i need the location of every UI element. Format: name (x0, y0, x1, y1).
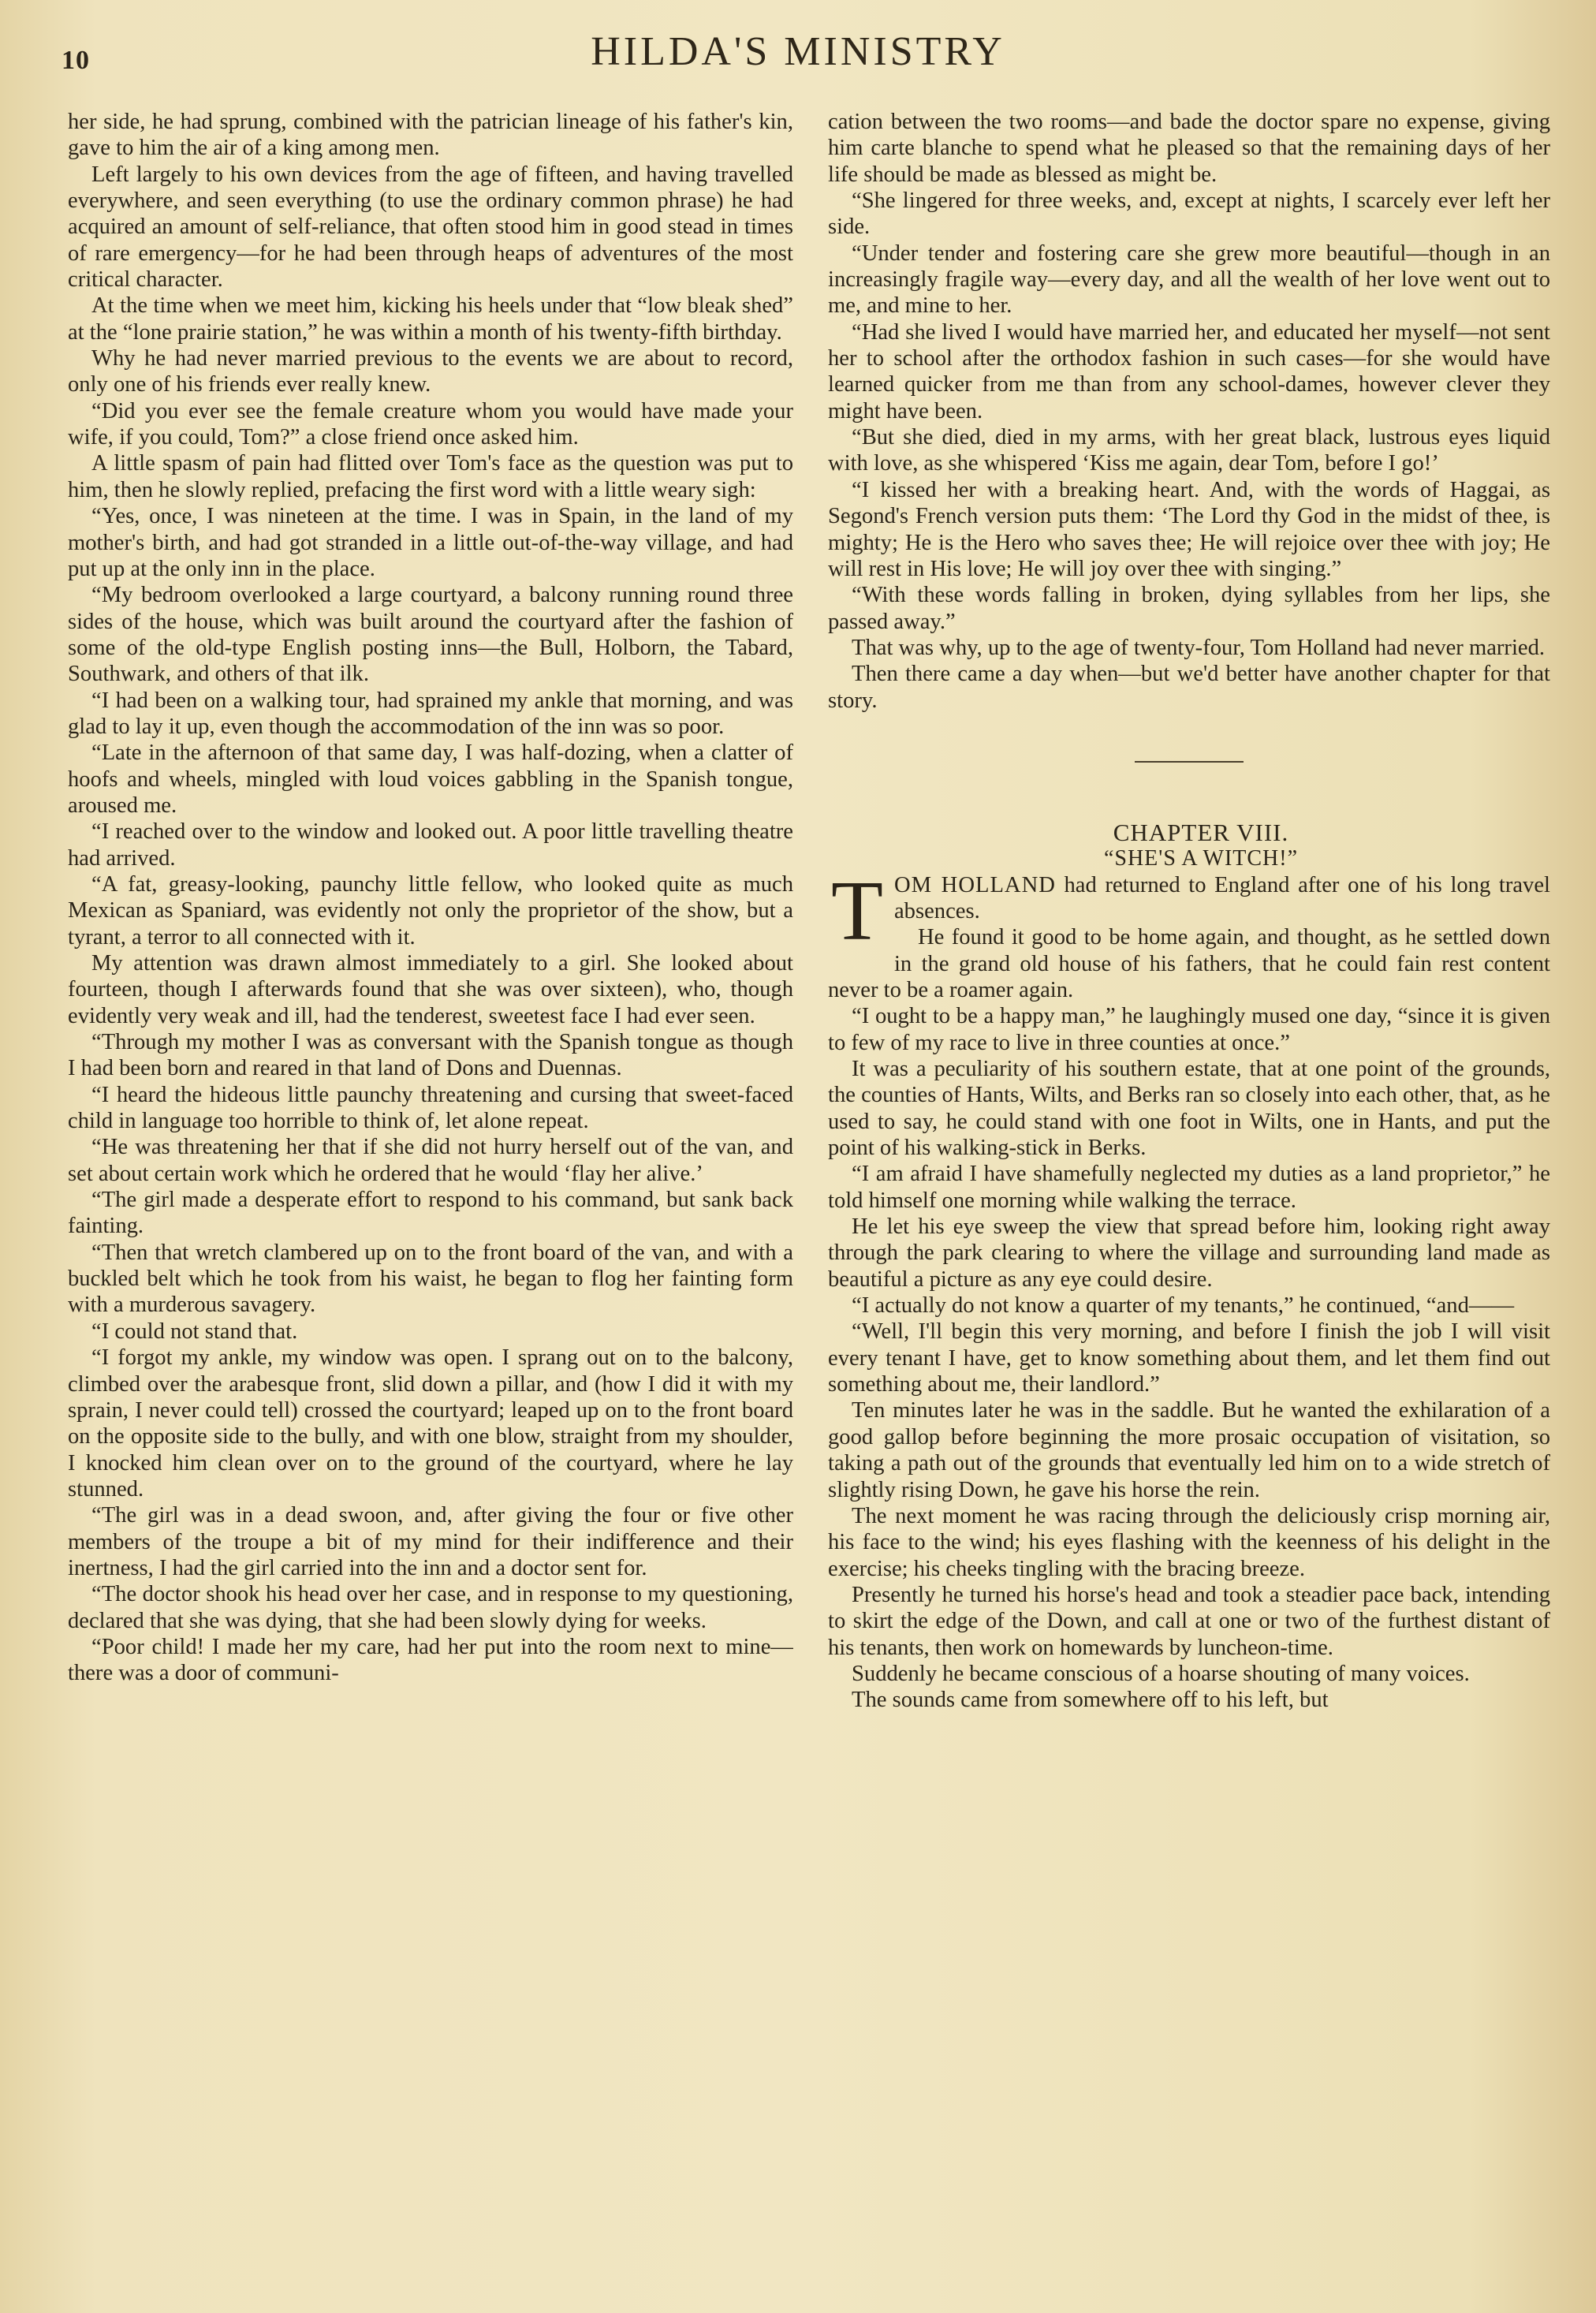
paragraph: “But she died, died in my arms, with her great black, lustrous eyes liquid with love, as she whispered ‘Kiss me again, dear Tom, before I go!’ (828, 425, 1550, 476)
page-number: 10 (62, 46, 90, 75)
paragraph: “Under tender and fostering care she grew more beautiful—though in an increasingly fragile way—every day, and all the wealth of her love went out to me, and mine to her. (828, 241, 1550, 319)
paragraph: “Well, I'll begin this very morning, and before I finish the job I will visit every tenant I have, get to know something about them, and let them find out something about me, their landlord.” (828, 1319, 1550, 1397)
chapter-subheading: “SHE'S A WITCH!” (1103, 846, 1299, 871)
paragraph: “The girl made a desperate effort to respond to his command, but sank back fainting. (68, 1188, 793, 1239)
lead-caps: OM HOLLAND (893, 872, 1056, 897)
paragraph: He found it good to be home again, and thought, as he settled down in the grand old house of his fathers, that he could fain rest content never to be a roamer again. (828, 925, 1550, 1002)
paragraph: It was a peculiarity of his southern estate, that at one point of the grounds, the counties of Hants, Wilts, and Berks ran so closely into each other, that, as he used to say, he could stand with one foot in Wilts, one in Hants, and put the point of his walking-stick in Berks. (828, 1057, 1550, 1161)
paragraph: “Late in the afternoon of that same day, I was half-dozing, when a clatter of hoofs and wheels, mingled with loud voices gabbling in the Spanish tongue, aroused me. (68, 741, 793, 818)
section-divider (1135, 761, 1244, 763)
paragraph: “I am afraid I have shamefully neglected my duties as a land proprietor,” he told himself one morning while walking the terrace. (828, 1162, 1550, 1213)
paragraph: “Had she lived I would have married her, and educated her myself—not sent her to school after the orthodox fashion in such cases—for she would have learned quicker from me than from any school-dames, however clever they might have been. (828, 319, 1550, 423)
right-column (828, 109, 1550, 2285)
paragraph: “He was threatening her that if she did not hurry herself out of the van, and set about certain work which he ordered that he would ‘flay her alive.’ (68, 1135, 793, 1186)
paragraph: Then there came a day when—but we'd better have another chapter for that story. (828, 662, 1550, 713)
page-header (0, 22, 1596, 77)
paragraph: Suddenly he became conscious of a hoarse shouting of many voices. (852, 1661, 1470, 1686)
paragraph: “I forgot my ankle, my window was open. I sprang out on to the balcony, climbed over the arabesque front, slid down a pillar, and (how I did it with my sprain, I never could tell) crossed the courtyard; leaped up on to the front board on the opposite side to the bully, and with one blow, straight from my shoulder, I knocked him clean over on to the ground of the courtyard, where he lay stunned. (68, 1345, 793, 1502)
paragraph: cation between the two rooms—and bade the doctor spare no expense, giving him carte blanche to spend what he pleased so that the remaining days of her life should be made as blessed as might be. (828, 110, 1550, 187)
left-column (68, 109, 793, 2285)
paragraph: Presently he turned his horse's head and took a steadier pace back, intending to skirt the edge of the Down, and call at one or two of the furthest distant of his tenants, then work on homewards by luncheon-time. (828, 1582, 1550, 1660)
paragraph: “I ought to be a happy man,” he laughingly mused one day, “since it is given to few of my race to live in three counties at once.” (828, 1004, 1550, 1055)
paragraph: “Poor child! I made her my care, had her put into the room next to mine—there was a door of communi- (68, 1634, 793, 1686)
paragraph: “The girl was in a dead swoon, and, after giving the four or five other members of the troupe a bit of my mind for their indifference and their inertness, I had the girl carried into the inn and a doctor sent for. (68, 1503, 793, 1580)
chapter-opening-paragraph (828, 864, 1550, 958)
paragraph: At the time when we meet him, kicking his heels under that “low bleak shed” at the “lone prairie station,” he was within a month of his twenty-fifth birthday. (68, 293, 793, 345)
paragraph: “I kissed her with a breaking heart. And, with the words of Haggai, as Segond's French version puts them: ‘The Lord thy God in the midst of thee, is mighty; He is the Hero who saves thee; He will rejoice over thee with joy; He will rest in His love; He will joy over thee with singing.” (828, 477, 1550, 581)
paragraph: “Did you ever see the female creature whom you would have made your wife, if you could, Tom?” a close friend once asked him. (68, 398, 793, 450)
paragraph: “I actually do not know a quarter of my tenants,” he continued, “and—— (852, 1293, 1515, 1319)
paragraph: Why he had never married previous to the events we are about to record, only one of his friends ever really knew. (68, 346, 793, 397)
chapter-heading: CHAPTER VIII. (1113, 818, 1289, 846)
paragraph: He let his eye sweep the view that spread before him, looking right away through the park clearing to where the village and surrounding land made as beautiful a picture as any eye could desire. (828, 1214, 1550, 1292)
paragraph: The sounds came from somewhere off to his left, but (852, 1688, 1329, 1713)
paragraph: “Then that wretch clambered up on to the front board of the van, and with a buckled belt which he took from his waist, he began to flog her fainting form with a murderous savagery. (68, 1240, 793, 1318)
paragraph: “I reached over to the window and looked out. A poor little travelling theatre had arrived. (68, 819, 793, 871)
paragraph: “Through my mother I was as conversant with the Spanish tongue as though I had been born and reared in that land of Dons and Duennas. (68, 1030, 793, 1081)
paragraph: “With these words falling in broken, dying syllables from her lips, she passed away.” (828, 583, 1550, 634)
running-title: HILDA'S MINISTRY (591, 29, 1005, 74)
paragraph: A little spasm of pain had flitted over Tom's face as the question was put to him, then he slowly replied, prefacing the first word with a little weary sigh: (68, 451, 793, 502)
paragraph: The next moment he was racing through the deliciously crisp morning air, his face to the wind; his eyes flashing with the keenness of his delight in the exercise; his cheeks tingling with the bracing breeze. (828, 1503, 1550, 1581)
paragraph: “I had been on a walking tour, had sprained my ankle that morning, and was glad to lay it up, even though the accommodation of the inn was so poor. (68, 688, 793, 739)
paragraph: “Yes, once, I was nineteen at the time. I was in Spain, in the land of my mother's birth, and had got stranded in a little out-of-the-way village, and had put up at the only inn in the place. (68, 504, 793, 581)
paragraph: Ten minutes later he was in the saddle. But he wanted the exhilaration of a good gallop before beginning the more prosaic occupation of visitation, so taking a path out of the grounds that eventually led him on to a wide stretch of slightly rising Down, he gave his horse the rein. (828, 1398, 1550, 1502)
paragraph: “A fat, greasy-looking, paunchy little fellow, who looked quite as much Mexican as Spaniard, was evidently not only the proprietor of the show, but a tyrant, a terror to all connected with it. (68, 871, 793, 949)
paragraph: Left largely to his own devices from the age of fifteen, and having travelled everywhere, and seen everything (to use the ordinary common phrase) he had acquired an amount of self-reliance, that often stood him in good stead in times of rare emergency—for he had been through heaps of adventures of the most critical character. (68, 162, 793, 293)
opening-text: had returned to England after one of his long travel absences. (893, 872, 1550, 923)
paragraph: That was why, up to the age of twenty-four, Tom Holland had never married. (852, 635, 1546, 660)
paragraph: “My bedroom overlooked a large courtyard, a balcony running round three sides of the house, which was built around the courtyard after the fashion of some of the old-type English posting inns—the Bull, Holborn, the Tabard, Southwark, and others of that ilk. (68, 583, 793, 687)
paragraph: “She lingered for three weeks, and, except at nights, I scarcely ever left her side. (828, 188, 1550, 240)
paragraph: “The doctor shook his head over her case, and in response to my questioning, declared that she was dying, that she had been slowly dying for weeks. (68, 1582, 793, 1633)
paragraph: her side, he had sprung, combined with the patrician lineage of his father's kin, gave to him the air of a king among men. (68, 110, 793, 161)
chapter-text (828, 924, 1550, 1713)
continued-text (828, 109, 1550, 714)
paragraph: “I heard the hideous little paunchy threatening and cursing that sweet-faced child in language too horrible to think of, let alone repeat. (68, 1082, 793, 1134)
paragraph: My attention was drawn almost immediately to a girl. She looked about fourteen, though I afterwards found that she was over sixteen), who, though evidently very weak and ill, had the tenderest, sweetest face I had ever seen. (68, 951, 793, 1028)
paragraph: “I could not stand that. (91, 1319, 298, 1344)
drop-cap: T (831, 864, 883, 958)
